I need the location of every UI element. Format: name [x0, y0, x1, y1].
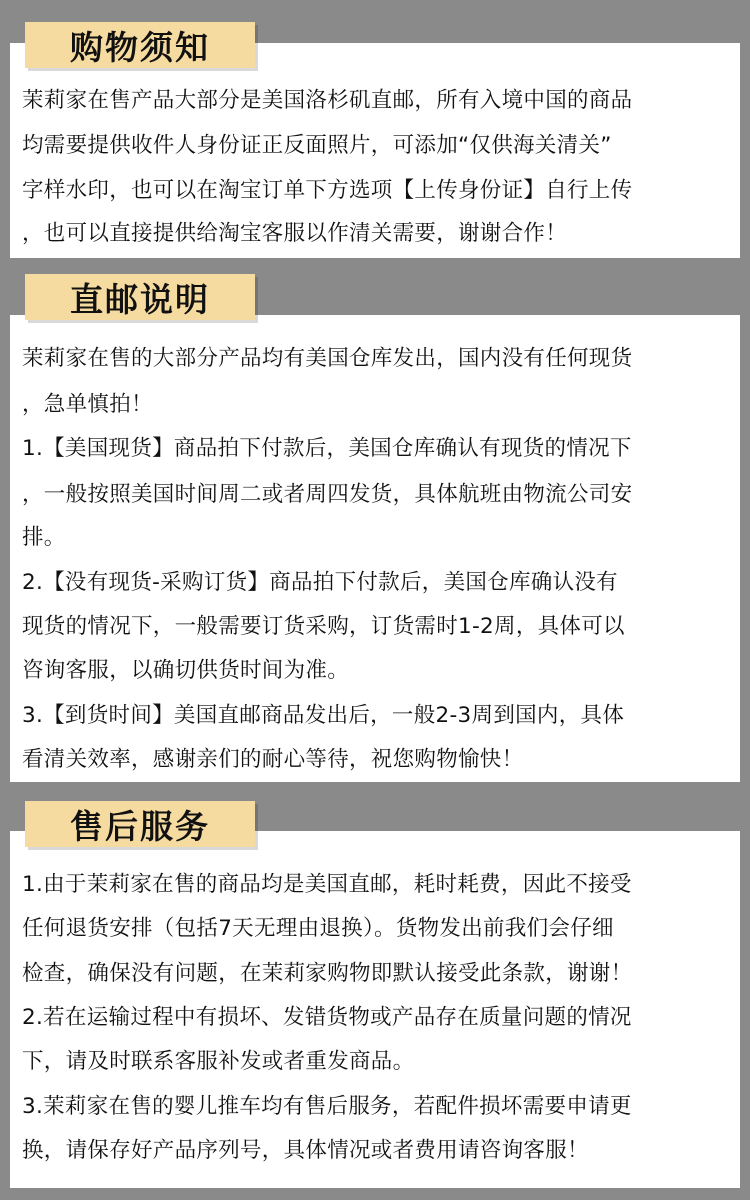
paragraph-line: 茉莉家在售产品大部分是美国洛杉矶直邮，所有入境中国的商品: [22, 88, 633, 113]
section-after-sales: [10, 780, 740, 1190]
section-shopping-notice: [10, 0, 740, 260]
paragraph-line: 3.茉莉家在售的婴儿推车均有售后服务，若配件损坏需要申请更: [22, 1094, 632, 1119]
paragraph-line: 检查，确保没有问题，在茉莉家购物即默认接受此条款，谢谢！: [22, 961, 633, 986]
section-direct-mail: [10, 260, 740, 780]
paragraph-line: 咨询客服，以确切供货时间为准。: [22, 658, 350, 683]
paragraph-line: 2.若在运输过程中有损坏、发错货物或产品存在质量问题的情况: [22, 1005, 632, 1030]
paragraph-line: 排。: [22, 525, 66, 550]
section-title: 直邮说明: [25, 274, 255, 320]
paragraph-line: 字样水印，也可以在淘宝订单下方选项【上传身份证】自行上传: [22, 178, 633, 203]
paragraph-line: 2.【没有现货-采购订货】商品拍下付款后，美国仓库确认没有: [22, 570, 618, 595]
paragraph-line: 3.【到货时间】美国直邮商品发出后，一般2-3周到国内，具体: [22, 703, 625, 728]
section-title: 购物须知: [25, 22, 255, 68]
paragraph-line: 茉莉家在售的大部分产品均有美国仓库发出，国内没有任何现货: [22, 346, 633, 371]
paragraph-line: 均需要提供收件人身份证正反面照片，可添加“仅供海关清关”: [22, 133, 612, 158]
paragraph-line: ，一般按照美国时间周二或者周四发货，具体航班由物流公司安: [22, 482, 633, 507]
section-card: [10, 831, 740, 1188]
paragraph-line: 现货的情况下，一般需要订货采购，订货需时1-2周，具体可以: [22, 614, 625, 639]
paragraph-line: 下，请及时联系客服补发或者重发商品。: [22, 1049, 415, 1074]
section-card: [10, 315, 740, 782]
paragraph-line: 看清关效率，感谢亲们的耐心等待，祝您购物愉快！: [22, 747, 524, 772]
section-title: 售后服务: [25, 801, 255, 847]
paragraph-line: ，也可以直接提供给淘宝客服以作清关需要，谢谢合作！: [22, 221, 568, 246]
paragraph-line: 1.由于茉莉家在售的商品均是美国直邮，耗时耗费，因此不接受: [22, 872, 632, 897]
paragraph-line: 1.【美国现货】商品拍下付款后，美国仓库确认有现货的情况下: [22, 436, 632, 461]
paragraph-line: ，急单慎拍！: [22, 392, 153, 417]
paragraph-line: 任何退货安排（包括7天无理由退换）。货物发出前我们会仔细: [22, 916, 614, 941]
section-card: [10, 43, 740, 258]
paragraph-line: 换，请保存好产品序列号，具体情况或者费用请咨询客服！: [22, 1138, 589, 1163]
